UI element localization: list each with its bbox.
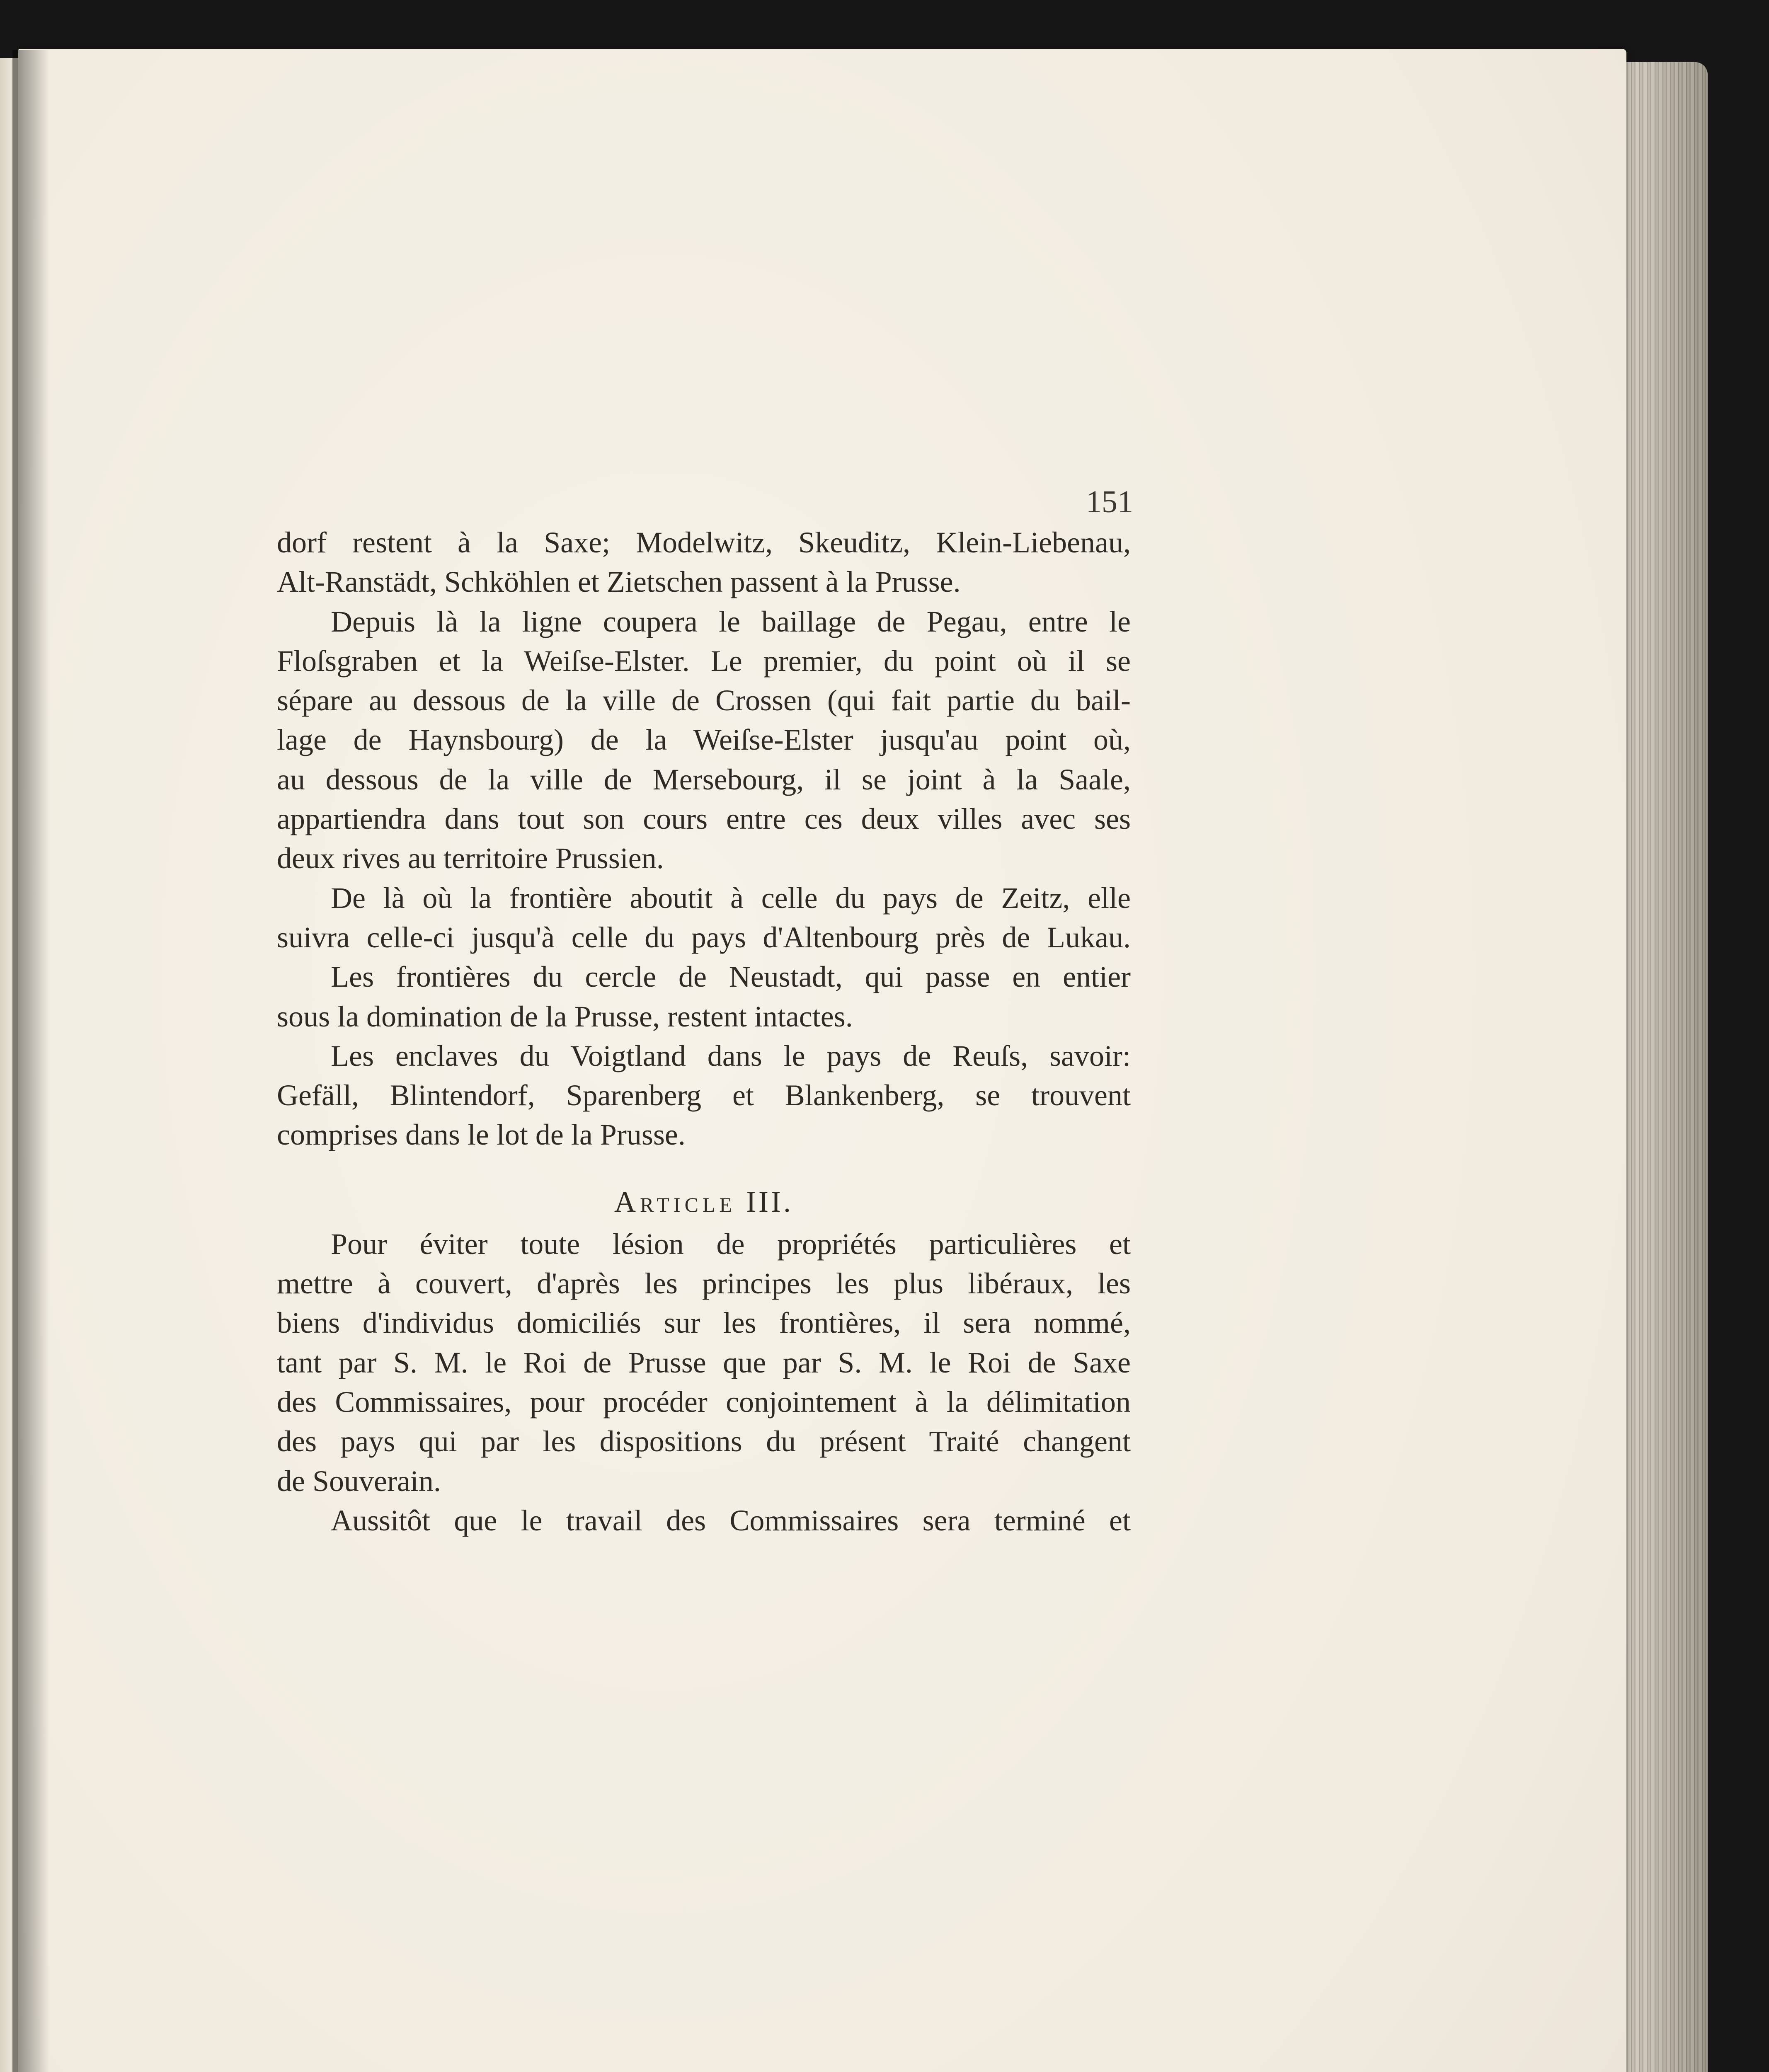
text-line: Depuis là la ligne coupera le baillage de Pegau, entre le <box>331 605 1131 638</box>
text-line: Les frontières du cercle de Neustadt, qui passe en entier <box>331 960 1131 994</box>
text-line: de Souverain. <box>277 1464 441 1498</box>
text-line: Pour éviter toute lésion de propriétés particulières et <box>331 1227 1131 1261</box>
text-line: suivra celle-ci jusqu'à celle du pays d'Altenbourg près de Lukau. <box>277 920 1131 954</box>
text-line: biens d'individus domiciliés sur les frontières, il sera nommé, <box>277 1306 1131 1340</box>
article-heading-word: Article <box>614 1185 737 1218</box>
text-line: comprises dans le lot de la Prusse. <box>277 1118 686 1152</box>
text-line: Les enclaves du Voigtland dans le pays de Reuſs, savoir: <box>331 1039 1131 1072</box>
text-line: De là où la frontière aboutit à celle du pays de Zeitz, elle <box>331 881 1131 915</box>
text-line: appartiendra dans tout son cours entre ces deux villes avec ses <box>277 802 1131 836</box>
text-line: Gefäll, Blintendorf, Sparenberg et Blankenberg, se trouvent <box>277 1079 1131 1112</box>
text-line: lage de Haynsbourg) de la Weiſse-Elster jusqu'au point où, <box>277 723 1131 757</box>
text-line: Floſsgraben et la Weiſse-Elster. Le premier, du point où il se <box>277 644 1131 678</box>
gutter-shadow <box>12 50 50 2072</box>
text-line: des pays qui par les dispositions du présent Traité changent <box>277 1425 1131 1458</box>
text-line: Alt-Ranstädt, Schköhlen et Zietschen passent à la Prusse. <box>277 565 961 599</box>
text-line: mettre à couvert, d'après les principes les plus libéraux, les <box>277 1267 1131 1300</box>
text-line: des Commissaires, pour procéder conjointement à la délimitation <box>277 1385 1131 1418</box>
text-line: deux rives au territoire Prussien. <box>277 842 664 875</box>
text-line: sépare au dessous de la ville de Crossen (qui fait partie du bail- <box>277 684 1131 717</box>
text-line: Aussitôt que le travail des Commissaires sera terminé et <box>331 1503 1131 1537</box>
text-line: tant par S. M. le Roi de Prusse que par S. M. le Roi de Saxe <box>277 1346 1131 1379</box>
text-line: dorf restent à la Saxe; Modelwitz, Skeuditz, Klein-Liebenau, <box>277 526 1131 559</box>
page-number: 151 <box>1086 484 1133 519</box>
text-line: sous la domination de la Prusse, restent intactes. <box>277 1000 853 1033</box>
article-heading-numeral: III. <box>746 1185 793 1218</box>
article-heading <box>277 1179 1131 1225</box>
text-line: au dessous de la ville de Mersebourg, il se joint à la Saale, <box>277 762 1131 796</box>
page-body <box>277 523 1131 1540</box>
